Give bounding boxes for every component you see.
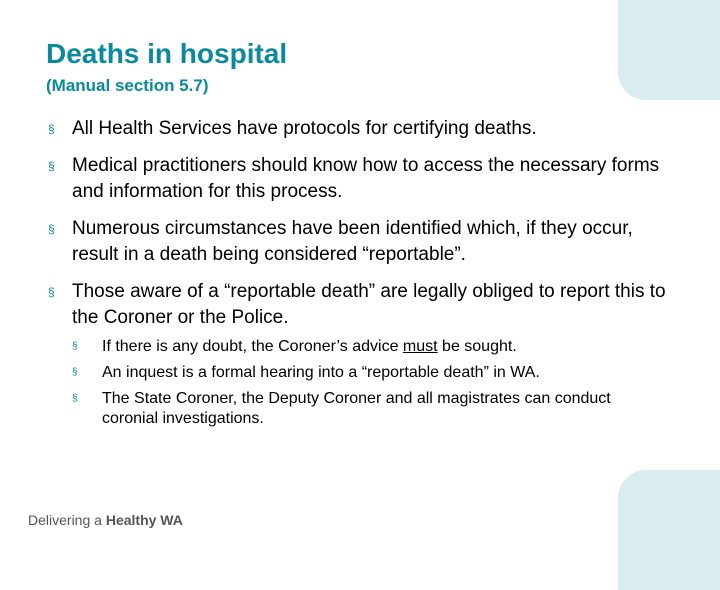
sub-bullet-marker: §: [72, 367, 78, 378]
bullet-list: [48, 116, 668, 440]
sub-bullet-item: [72, 363, 668, 383]
bullet-item: [48, 116, 668, 142]
sub-bullet-text: If there is any doubt, the Coroner’s advice must be sought.: [102, 338, 517, 355]
bullet-marker: §: [48, 159, 55, 173]
bullet-text: Those aware of a “reportable death” are legally obliged to report this to the Coroner or the Police.: [72, 281, 666, 328]
sub-bullet-text: An inquest is a formal hearing into a “reportable death” in WA.: [102, 364, 540, 381]
slide-title: Deaths in hospital: [46, 38, 288, 69]
bullet-marker: §: [48, 285, 55, 299]
bullet-item: [48, 216, 668, 268]
sub-bullet-text: The State Coroner, the Deputy Coroner and all magistrates can conduct coronial investigations.: [102, 390, 611, 427]
bullet-marker: §: [48, 222, 55, 236]
sub-bullet-marker: §: [72, 341, 78, 352]
sub-bullet-item: [72, 337, 668, 357]
bullet-item: [48, 153, 668, 205]
sub-bullet-list: [72, 337, 668, 429]
sub-bullet-item: [72, 389, 668, 429]
corner-decoration-top: [618, 0, 720, 100]
bullet-marker: §: [48, 122, 55, 136]
emphasis-must: must: [402, 338, 438, 355]
footer-tagline: Delivering a Healthy WA: [28, 512, 183, 528]
sub-bullet-marker: §: [72, 393, 78, 404]
bullet-text: Medical practitioners should know how to access the necessary forms and information for this process.: [72, 155, 660, 202]
bullet-text: All Health Services have protocols for certifying deaths.: [72, 118, 537, 139]
corner-decoration-bottom: [618, 470, 720, 590]
bullet-text: Numerous circumstances have been identified which, if they occur, result in a death being considered “reportable”.: [72, 218, 633, 265]
bullet-item: [48, 279, 668, 429]
slide-subtitle: (Manual section 5.7): [46, 76, 209, 95]
